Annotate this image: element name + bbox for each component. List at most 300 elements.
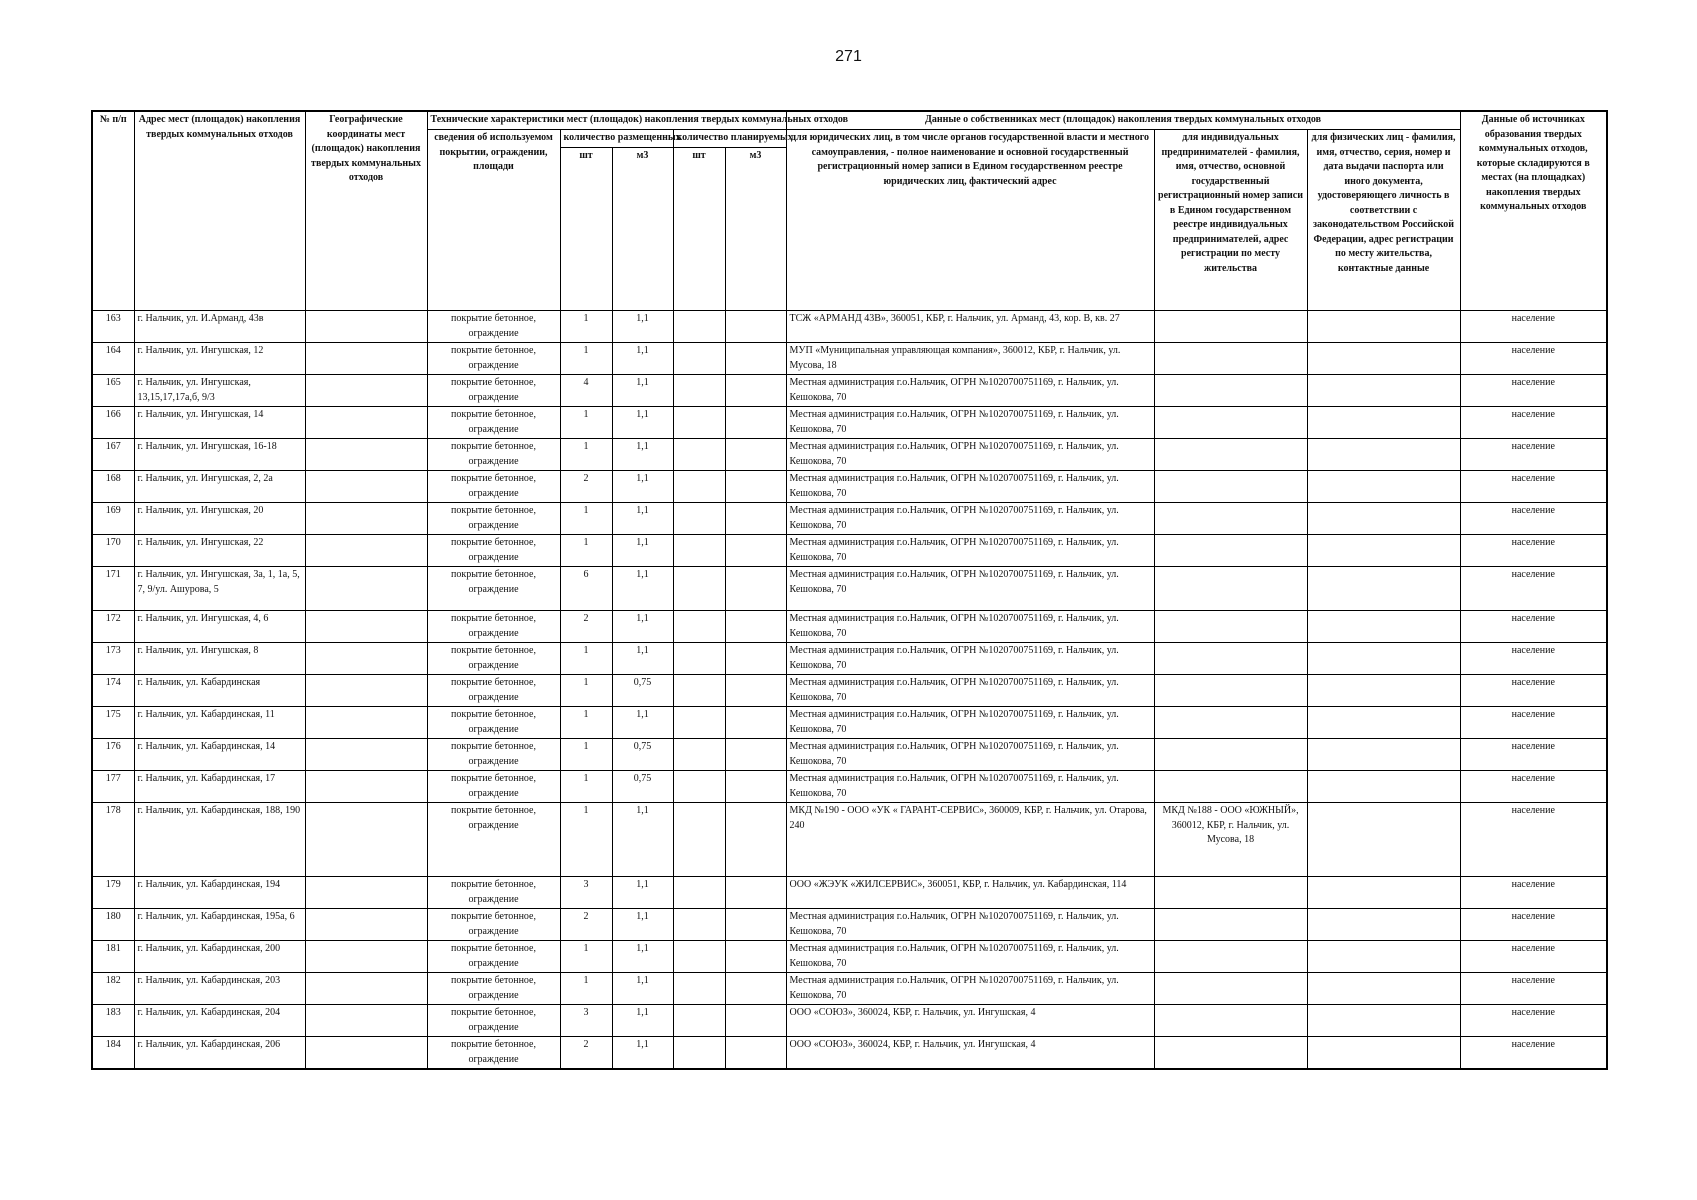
cell-phys-owner: [1307, 909, 1460, 941]
table-row: [92, 941, 1607, 973]
cell-m3-planned: [725, 439, 786, 471]
cell-address: г. Нальчик, ул. И.Арманд, 43в: [134, 311, 305, 343]
cell-num: 174: [92, 675, 134, 707]
cell-m3-planned: [725, 973, 786, 1005]
cell-num: 166: [92, 407, 134, 439]
cell-m3-planned: [725, 343, 786, 375]
cell-sht-placed: 1: [560, 973, 612, 1005]
cell-address: г. Нальчик, ул. Кабардинская, 206: [134, 1037, 305, 1070]
cell-num: 163: [92, 311, 134, 343]
cell-ip-owner: [1154, 909, 1307, 941]
header-geo: Географические координаты мест (площадок) накопления твердых коммунальных отходов: [305, 111, 427, 311]
cell-m3-placed: 0,75: [612, 675, 673, 707]
cell-phys-owner: [1307, 1037, 1460, 1070]
table-row: [92, 973, 1607, 1005]
cell-source: население: [1460, 1005, 1607, 1037]
table-row: [92, 643, 1607, 675]
cell-m3-placed: 1,1: [612, 439, 673, 471]
cell-geo: [305, 941, 427, 973]
cell-sht-planned: [673, 1037, 725, 1070]
cell-ip-owner: [1154, 567, 1307, 611]
header-sht-placed: шт: [560, 148, 612, 311]
cell-source: население: [1460, 1037, 1607, 1070]
cell-legal-owner: Местная администрация г.о.Нальчик, ОГРН №1020700751169, г. Нальчик, ул. Кешокова, 70: [786, 375, 1154, 407]
cell-address: г. Нальчик, ул. Ингушская, 4, 6: [134, 611, 305, 643]
page-number: 271: [835, 48, 862, 65]
cell-m3-placed: 1,1: [612, 567, 673, 611]
cell-legal-owner: Местная администрация г.о.Нальчик, ОГРН №1020700751169, г. Нальчик, ул. Кешокова, 70: [786, 439, 1154, 471]
cell-num: 182: [92, 973, 134, 1005]
cell-num: 173: [92, 643, 134, 675]
cell-address: г. Нальчик, ул. Ингушская, 2, 2а: [134, 471, 305, 503]
cell-m3-placed: 1,1: [612, 311, 673, 343]
table-row: [92, 439, 1607, 471]
cell-m3-placed: 1,1: [612, 973, 673, 1005]
cell-address: г. Нальчик, ул. Кабардинская, 188, 190: [134, 803, 305, 877]
cell-source: население: [1460, 407, 1607, 439]
cell-geo: [305, 535, 427, 567]
cell-sht-placed: 3: [560, 1005, 612, 1037]
cell-m3-planned: [725, 1037, 786, 1070]
header-address: Адрес мест (площадок) накопления твердых коммунальных отходов: [134, 111, 305, 311]
cell-sht-planned: [673, 1005, 725, 1037]
cell-legal-owner: Местная администрация г.о.Нальчик, ОГРН №1020700751169, г. Нальчик, ул. Кешокова, 70: [786, 407, 1154, 439]
cell-legal-owner: Местная администрация г.о.Нальчик, ОГРН №1020700751169, г. Нальчик, ул. Кешокова, 70: [786, 909, 1154, 941]
cell-ip-owner: [1154, 471, 1307, 503]
cell-address: г. Нальчик, ул. Ингушская, 14: [134, 407, 305, 439]
cell-coating: покрытие бетонное, ограждение: [427, 535, 560, 567]
cell-ip-owner: [1154, 439, 1307, 471]
table-row: [92, 1005, 1607, 1037]
cell-sht-placed: 1: [560, 643, 612, 675]
cell-geo: [305, 675, 427, 707]
cell-phys-owner: [1307, 675, 1460, 707]
cell-sht-planned: [673, 375, 725, 407]
cell-m3-planned: [725, 407, 786, 439]
cell-legal-owner: МУП «Муниципальная управляющая компания», 360012, КБР, г. Нальчик, ул. Мусова, 18: [786, 343, 1154, 375]
cell-source: население: [1460, 941, 1607, 973]
cell-legal-owner: Местная администрация г.о.Нальчик, ОГРН №1020700751169, г. Нальчик, ул. Кешокова, 70: [786, 471, 1154, 503]
cell-coating: покрытие бетонное, ограждение: [427, 567, 560, 611]
header-qty-planned: количество планируемых: [673, 130, 786, 148]
cell-coating: покрытие бетонное, ограждение: [427, 311, 560, 343]
cell-m3-planned: [725, 471, 786, 503]
cell-m3-placed: 1,1: [612, 343, 673, 375]
cell-coating: покрытие бетонное, ограждение: [427, 941, 560, 973]
cell-coating: покрытие бетонное, ограждение: [427, 407, 560, 439]
cell-geo: [305, 567, 427, 611]
cell-sht-placed: 1: [560, 503, 612, 535]
cell-source: население: [1460, 343, 1607, 375]
cell-sht-placed: 1: [560, 771, 612, 803]
cell-num: 164: [92, 343, 134, 375]
cell-geo: [305, 343, 427, 375]
cell-coating: покрытие бетонное, ограждение: [427, 771, 560, 803]
cell-m3-placed: 0,75: [612, 771, 673, 803]
cell-m3-planned: [725, 567, 786, 611]
cell-sht-planned: [673, 909, 725, 941]
cell-address: г. Нальчик, ул. Кабардинская, 17: [134, 771, 305, 803]
cell-sht-planned: [673, 535, 725, 567]
cell-sht-placed: 4: [560, 375, 612, 407]
cell-ip-owner: МКД №188 - ООО «ЮЖНЫЙ», 360012, КБР, г. Нальчик, ул. Мусова, 18: [1154, 803, 1307, 877]
cell-ip-owner: [1154, 407, 1307, 439]
cell-legal-owner: МКД №190 - ООО «УК « ГАРАНТ-СЕРВИС», 360009, КБР, г. Нальчик, ул. Отарова, 240: [786, 803, 1154, 877]
cell-geo: [305, 803, 427, 877]
cell-m3-planned: [725, 909, 786, 941]
cell-m3-placed: 1,1: [612, 535, 673, 567]
cell-geo: [305, 707, 427, 739]
cell-m3-placed: 1,1: [612, 407, 673, 439]
cell-m3-planned: [725, 611, 786, 643]
cell-num: 180: [92, 909, 134, 941]
cell-geo: [305, 439, 427, 471]
cell-num: 167: [92, 439, 134, 471]
cell-geo: [305, 375, 427, 407]
cell-sht-planned: [673, 311, 725, 343]
cell-phys-owner: [1307, 877, 1460, 909]
cell-phys-owner: [1307, 803, 1460, 877]
table-row: [92, 375, 1607, 407]
cell-phys-owner: [1307, 311, 1460, 343]
cell-address: г. Нальчик, ул. Кабардинская, 203: [134, 973, 305, 1005]
cell-num: 183: [92, 1005, 134, 1037]
cell-ip-owner: [1154, 941, 1307, 973]
cell-address: г. Нальчик, ул. Кабардинская, 194: [134, 877, 305, 909]
header-qty-placed: количество размещенных: [560, 130, 673, 148]
cell-coating: покрытие бетонное, ограждение: [427, 503, 560, 535]
table-row: [92, 407, 1607, 439]
cell-m3-planned: [725, 739, 786, 771]
cell-m3-placed: 1,1: [612, 877, 673, 909]
cell-ip-owner: [1154, 877, 1307, 909]
cell-sht-placed: 1: [560, 707, 612, 739]
cell-legal-owner: ООО «СОЮЗ», 360024, КБР, г. Нальчик, ул. Ингушская, 4: [786, 1005, 1154, 1037]
cell-address: г. Нальчик, ул. Кабардинская, 204: [134, 1005, 305, 1037]
cell-source: население: [1460, 471, 1607, 503]
header-legal: для юридических лиц, в том числе органов государственной власти и местного самоуправления, - полное наименование и основной государственный регистрационный номер записи в Едином государственном реестре юридических лиц, фактический адрес: [786, 130, 1154, 311]
table-row: [92, 909, 1607, 941]
cell-sht-placed: 3: [560, 877, 612, 909]
cell-geo: [305, 311, 427, 343]
cell-sht-planned: [673, 439, 725, 471]
cell-legal-owner: Местная администрация г.о.Нальчик, ОГРН №1020700751169, г. Нальчик, ул. Кешокова, 70: [786, 771, 1154, 803]
cell-geo: [305, 643, 427, 675]
cell-sht-placed: 2: [560, 471, 612, 503]
cell-address: г. Нальчик, ул. Ингушская, 13,15,17,17а,б, 9/3: [134, 375, 305, 407]
cell-m3-placed: 1,1: [612, 941, 673, 973]
cell-m3-planned: [725, 643, 786, 675]
cell-geo: [305, 471, 427, 503]
cell-sht-placed: 1: [560, 803, 612, 877]
cell-legal-owner: Местная администрация г.о.Нальчик, ОГРН №1020700751169, г. Нальчик, ул. Кешокова, 70: [786, 503, 1154, 535]
header-m3-placed: м3: [612, 148, 673, 311]
cell-phys-owner: [1307, 739, 1460, 771]
cell-coating: покрытие бетонное, ограждение: [427, 877, 560, 909]
cell-geo: [305, 503, 427, 535]
cell-source: население: [1460, 535, 1607, 567]
cell-address: г. Нальчик, ул. Кабардинская, 200: [134, 941, 305, 973]
cell-ip-owner: [1154, 375, 1307, 407]
cell-sht-placed: 1: [560, 407, 612, 439]
cell-m3-planned: [725, 941, 786, 973]
cell-coating: покрытие бетонное, ограждение: [427, 1037, 560, 1070]
cell-num: 177: [92, 771, 134, 803]
cell-source: население: [1460, 439, 1607, 471]
cell-address: г. Нальчик, ул. Ингушская, 16-18: [134, 439, 305, 471]
cell-m3-planned: [725, 707, 786, 739]
cell-num: 176: [92, 739, 134, 771]
cell-legal-owner: Местная администрация г.о.Нальчик, ОГРН №1020700751169, г. Нальчик, ул. Кешокова, 70: [786, 941, 1154, 973]
cell-phys-owner: [1307, 643, 1460, 675]
cell-source: население: [1460, 771, 1607, 803]
cell-sht-placed: 2: [560, 909, 612, 941]
cell-sht-placed: 1: [560, 311, 612, 343]
cell-num: 168: [92, 471, 134, 503]
cell-m3-placed: 1,1: [612, 471, 673, 503]
cell-sht-placed: 1: [560, 535, 612, 567]
cell-address: г. Нальчик, ул. Ингушская, 22: [134, 535, 305, 567]
header-m3-planned: м3: [725, 148, 786, 311]
table-row: [92, 803, 1607, 877]
cell-m3-placed: 1,1: [612, 909, 673, 941]
cell-m3-placed: 1,1: [612, 375, 673, 407]
cell-m3-placed: 1,1: [612, 1005, 673, 1037]
cell-ip-owner: [1154, 1037, 1307, 1070]
cell-m3-planned: [725, 803, 786, 877]
header-owners: Данные о собственниках мест (площадок) накопления твердых коммунальных отходов: [786, 111, 1460, 130]
cell-coating: покрытие бетонное, ограждение: [427, 643, 560, 675]
cell-sht-planned: [673, 739, 725, 771]
cell-geo: [305, 877, 427, 909]
cell-phys-owner: [1307, 439, 1460, 471]
cell-geo: [305, 1005, 427, 1037]
cell-sht-planned: [673, 343, 725, 375]
table-row: [92, 1037, 1607, 1070]
cell-m3-placed: 1,1: [612, 803, 673, 877]
cell-ip-owner: [1154, 311, 1307, 343]
table-row: [92, 311, 1607, 343]
cell-sht-planned: [673, 407, 725, 439]
cell-coating: покрытие бетонное, ограждение: [427, 471, 560, 503]
cell-m3-planned: [725, 311, 786, 343]
cell-ip-owner: [1154, 739, 1307, 771]
cell-sht-placed: 6: [560, 567, 612, 611]
cell-num: 171: [92, 567, 134, 611]
cell-ip-owner: [1154, 973, 1307, 1005]
cell-coating: покрытие бетонное, ограждение: [427, 803, 560, 877]
cell-coating: покрытие бетонное, ограждение: [427, 1005, 560, 1037]
cell-geo: [305, 909, 427, 941]
cell-m3-planned: [725, 675, 786, 707]
cell-phys-owner: [1307, 503, 1460, 535]
cell-sht-planned: [673, 877, 725, 909]
cell-ip-owner: [1154, 675, 1307, 707]
cell-phys-owner: [1307, 707, 1460, 739]
cell-m3-placed: 1,1: [612, 707, 673, 739]
cell-sht-placed: 1: [560, 941, 612, 973]
cell-coating: покрытие бетонное, ограждение: [427, 439, 560, 471]
cell-sht-planned: [673, 941, 725, 973]
cell-sht-placed: 2: [560, 1037, 612, 1070]
cell-phys-owner: [1307, 1005, 1460, 1037]
cell-ip-owner: [1154, 503, 1307, 535]
cell-phys-owner: [1307, 567, 1460, 611]
cell-address: г. Нальчик, ул. Ингушская, 8: [134, 643, 305, 675]
waste-sites-table: [91, 110, 1608, 1070]
cell-m3-planned: [725, 535, 786, 567]
cell-source: население: [1460, 909, 1607, 941]
cell-phys-owner: [1307, 535, 1460, 567]
cell-address: г. Нальчик, ул. Кабардинская, 14: [134, 739, 305, 771]
table-row: [92, 675, 1607, 707]
cell-source: население: [1460, 567, 1607, 611]
cell-ip-owner: [1154, 611, 1307, 643]
cell-phys-owner: [1307, 407, 1460, 439]
cell-ip-owner: [1154, 1005, 1307, 1037]
cell-address: г. Нальчик, ул. Ингушская, 12: [134, 343, 305, 375]
cell-address: г. Нальчик, ул. Кабардинская, 11: [134, 707, 305, 739]
cell-m3-planned: [725, 375, 786, 407]
cell-source: население: [1460, 611, 1607, 643]
cell-phys-owner: [1307, 771, 1460, 803]
cell-num: 170: [92, 535, 134, 567]
header-phys: для физических лиц - фамилия, имя, отчество, серия, номер и дата выдачи паспорта или иного документа, удостоверяющего личность в соответствии с законодательством Российской Федерации, адрес регистрации по месту жительства, контактные данные: [1307, 130, 1460, 311]
cell-num: 181: [92, 941, 134, 973]
cell-sht-planned: [673, 471, 725, 503]
cell-m3-placed: 0,75: [612, 739, 673, 771]
cell-coating: покрытие бетонное, ограждение: [427, 343, 560, 375]
cell-geo: [305, 611, 427, 643]
cell-coating: покрытие бетонное, ограждение: [427, 739, 560, 771]
cell-coating: покрытие бетонное, ограждение: [427, 611, 560, 643]
cell-phys-owner: [1307, 941, 1460, 973]
cell-sht-placed: 2: [560, 611, 612, 643]
cell-sht-placed: 1: [560, 343, 612, 375]
table-row: [92, 707, 1607, 739]
header-coating: сведения об используемом покрытии, ограждении, площади: [427, 130, 560, 311]
cell-source: население: [1460, 707, 1607, 739]
cell-source: население: [1460, 739, 1607, 771]
cell-sht-placed: 1: [560, 739, 612, 771]
cell-num: 169: [92, 503, 134, 535]
cell-legal-owner: ТСЖ «АРМАНД 43В», 360051, КБР, г. Нальчик, ул. Арманд, 43, кор. В, кв. 27: [786, 311, 1154, 343]
cell-coating: покрытие бетонное, ограждение: [427, 909, 560, 941]
cell-sht-planned: [673, 771, 725, 803]
cell-m3-planned: [725, 503, 786, 535]
cell-phys-owner: [1307, 375, 1460, 407]
cell-m3-placed: 1,1: [612, 1037, 673, 1070]
cell-num: 184: [92, 1037, 134, 1070]
cell-sht-planned: [673, 503, 725, 535]
cell-address: г. Нальчик, ул. Ингушская, 3а, 1, 1а, 5, 7, 9/ул. Ашурова, 5: [134, 567, 305, 611]
header-sht-planned: шт: [673, 148, 725, 311]
cell-sht-planned: [673, 803, 725, 877]
cell-coating: покрытие бетонное, ограждение: [427, 375, 560, 407]
cell-geo: [305, 973, 427, 1005]
cell-phys-owner: [1307, 973, 1460, 1005]
cell-m3-placed: 1,1: [612, 611, 673, 643]
cell-legal-owner: Местная администрация г.о.Нальчик, ОГРН №1020700751169, г. Нальчик, ул. Кешокова, 70: [786, 643, 1154, 675]
cell-phys-owner: [1307, 471, 1460, 503]
cell-sht-planned: [673, 611, 725, 643]
cell-num: 175: [92, 707, 134, 739]
cell-geo: [305, 771, 427, 803]
cell-source: население: [1460, 643, 1607, 675]
cell-legal-owner: Местная администрация г.о.Нальчик, ОГРН №1020700751169, г. Нальчик, ул. Кешокова, 70: [786, 675, 1154, 707]
cell-sht-placed: 1: [560, 439, 612, 471]
cell-num: 179: [92, 877, 134, 909]
table-row: [92, 535, 1607, 567]
table-header: [92, 111, 1607, 311]
cell-num: 172: [92, 611, 134, 643]
table-row: [92, 567, 1607, 611]
cell-sht-planned: [673, 643, 725, 675]
cell-m3-planned: [725, 771, 786, 803]
cell-sht-planned: [673, 675, 725, 707]
table-row: [92, 471, 1607, 503]
cell-coating: покрытие бетонное, ограждение: [427, 973, 560, 1005]
cell-geo: [305, 407, 427, 439]
cell-address: г. Нальчик, ул. Кабардинская, 195а, 6: [134, 909, 305, 941]
header-ip: для индивидуальных предпринимателей - фамилия, имя, отчество, основной государственный регистрационный номер записи в Едином государственном реестре индивидуальных предпринимателей, адрес регистрации по месту жительства: [1154, 130, 1307, 311]
cell-legal-owner: Местная администрация г.о.Нальчик, ОГРН №1020700751169, г. Нальчик, ул. Кешокова, 70: [786, 567, 1154, 611]
cell-ip-owner: [1154, 707, 1307, 739]
cell-legal-owner: ООО «СОЮЗ», 360024, КБР, г. Нальчик, ул. Ингушская, 4: [786, 1037, 1154, 1070]
cell-address: г. Нальчик, ул. Ингушская, 20: [134, 503, 305, 535]
cell-sht-planned: [673, 567, 725, 611]
header-tech: Технические характеристики мест (площадок) накопления твердых коммунальных отходов: [427, 111, 786, 130]
cell-phys-owner: [1307, 343, 1460, 375]
cell-sht-planned: [673, 973, 725, 1005]
cell-phys-owner: [1307, 611, 1460, 643]
cell-m3-planned: [725, 1005, 786, 1037]
cell-m3-planned: [725, 877, 786, 909]
cell-source: население: [1460, 375, 1607, 407]
cell-m3-placed: 1,1: [612, 503, 673, 535]
table-row: [92, 503, 1607, 535]
cell-source: население: [1460, 675, 1607, 707]
cell-legal-owner: Местная администрация г.о.Нальчик, ОГРН №1020700751169, г. Нальчик, ул. Кешокова, 70: [786, 611, 1154, 643]
cell-source: население: [1460, 877, 1607, 909]
cell-address: г. Нальчик, ул. Кабардинская: [134, 675, 305, 707]
cell-legal-owner: Местная администрация г.о.Нальчик, ОГРН №1020700751169, г. Нальчик, ул. Кешокова, 70: [786, 535, 1154, 567]
table-row: [92, 771, 1607, 803]
cell-ip-owner: [1154, 535, 1307, 567]
cell-coating: покрытие бетонное, ограждение: [427, 675, 560, 707]
table-row: [92, 343, 1607, 375]
table-row: [92, 877, 1607, 909]
cell-ip-owner: [1154, 771, 1307, 803]
cell-source: население: [1460, 503, 1607, 535]
cell-geo: [305, 1037, 427, 1070]
cell-geo: [305, 739, 427, 771]
cell-source: население: [1460, 803, 1607, 877]
header-num: № п/п: [92, 111, 134, 311]
header-sources: Данные об источниках образования твердых коммунальных отходов, которые складируются в местах (на площадках) накопления твердых коммунальных отходов: [1460, 111, 1607, 311]
cell-source: население: [1460, 311, 1607, 343]
table-row: [92, 739, 1607, 771]
table-body: [92, 311, 1607, 1070]
cell-source: население: [1460, 973, 1607, 1005]
table-row: [92, 611, 1607, 643]
cell-num: 165: [92, 375, 134, 407]
cell-legal-owner: Местная администрация г.о.Нальчик, ОГРН №1020700751169, г. Нальчик, ул. Кешокова, 70: [786, 739, 1154, 771]
cell-legal-owner: Местная администрация г.о.Нальчик, ОГРН №1020700751169, г. Нальчик, ул. Кешокова, 70: [786, 707, 1154, 739]
cell-ip-owner: [1154, 343, 1307, 375]
cell-legal-owner: Местная администрация г.о.Нальчик, ОГРН №1020700751169, г. Нальчик, ул. Кешокова, 70: [786, 973, 1154, 1005]
cell-legal-owner: ООО «ЖЭУК «ЖИЛСЕРВИС», 360051, КБР, г. Нальчик, ул. Кабардинская, 114: [786, 877, 1154, 909]
